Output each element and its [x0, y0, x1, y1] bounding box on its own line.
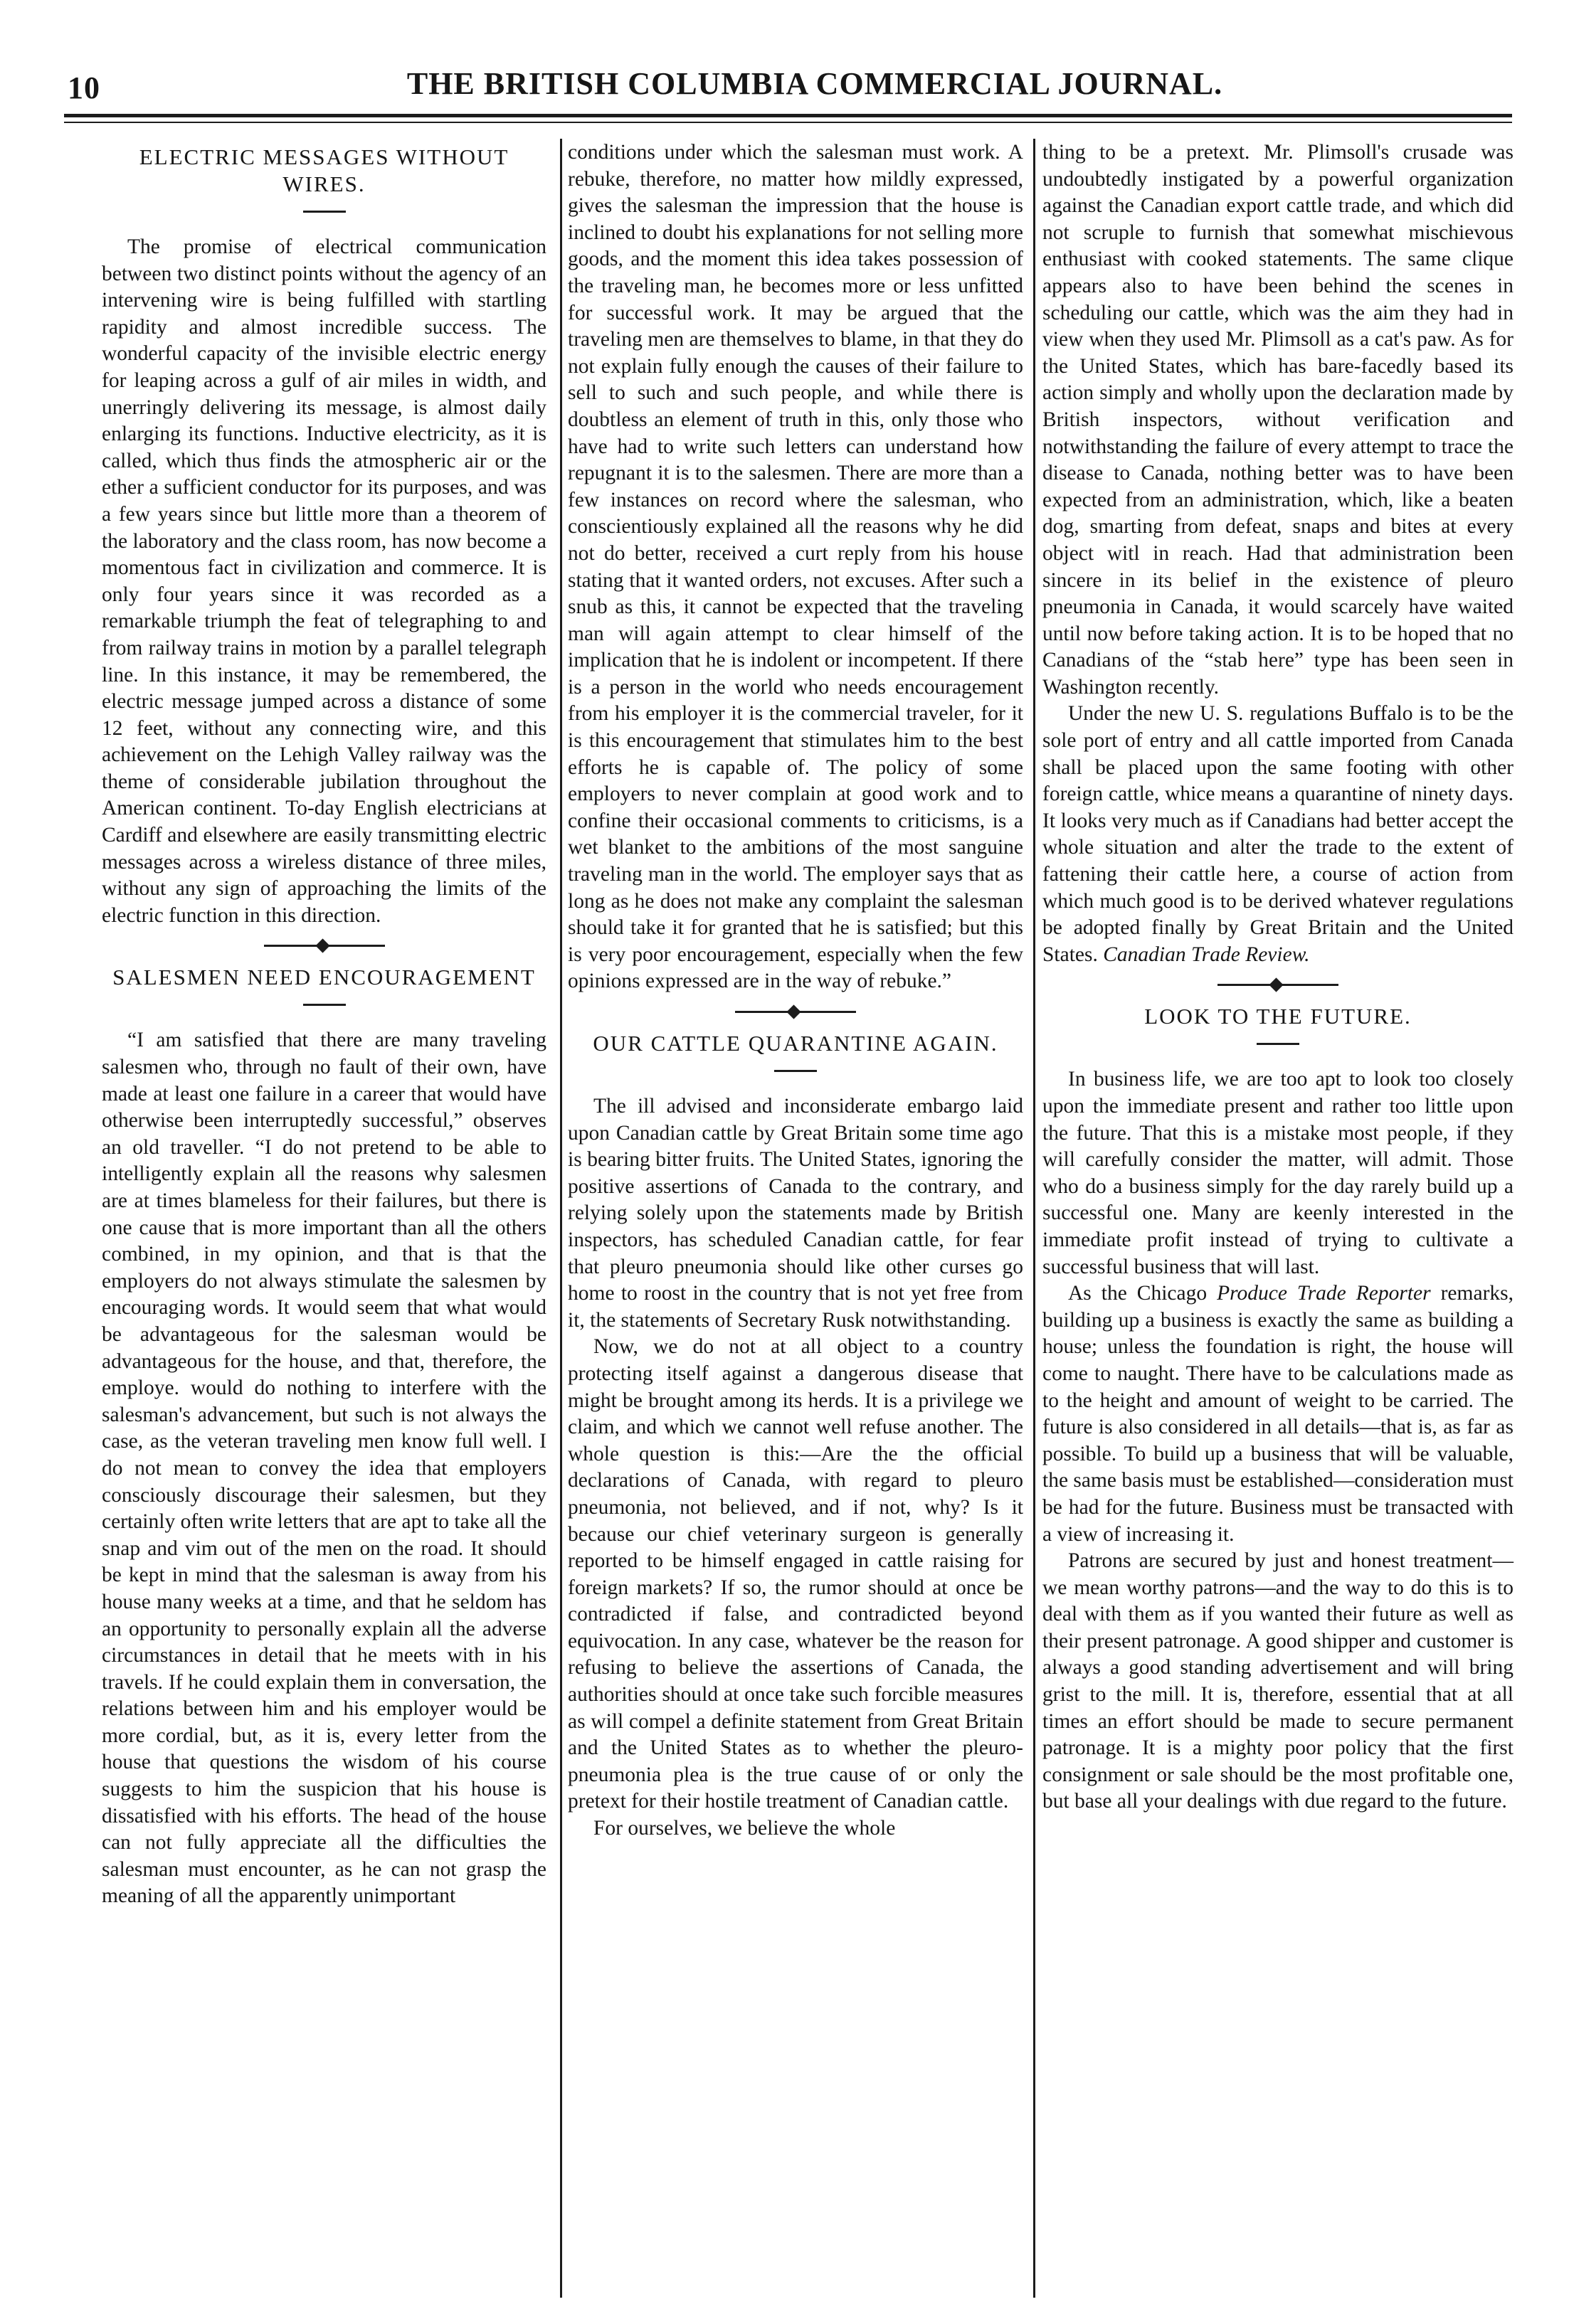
source-credit: Canadian Trade Review. [1103, 943, 1310, 966]
article-paragraph: For ourselves, we believe the whole [593, 1817, 896, 1840]
article-paragraph-text: Under the new U. S. regulations Buffalo is to be the sole port of entry and all cattle imported from Canada shall be placed upon the same footing with other foreign cattle, whice means a quarantine of ninety days. It looks very much as if Canadians had better accept the whole situation and alter the trade to the extent of fattening their cattle here, a course of action from which much good is to be derived whatever regulations be adopted finally by Great Britain and the United States. [1042, 702, 1513, 966]
article-paragraph-text: remarks, building up a business is exactly the same as building a house; unless the foundation is right, the house will come to naught. There have to be calculations made as to the height and amount of weight to be carried. The future is also considered in all details—that is, as far as possible. To build up a business that will be valuable, the same basis must be established—consideration must be had for the future. Business must be transacted with a view of increasing it. [1042, 1282, 1513, 1546]
column-2 [568, 139, 1023, 1842]
article-headline-electric-messages: ELECTRIC MESSAGES WITHOUT WIRES. [139, 144, 509, 196]
article-paragraph: The promise of electrical communication between two distinct points without the agency of an intervening wire is being fulfilled with startling rapidity and almost incredible success. The wonderful capacity of the invisible electric energy for leaping across a gulf of air miles in width, and unerringly delivering its message, is almost daily enlarging its functions. Inductive electricity, as it is called, which thus finds the atmospheric air or the ether a sufficient conductor for its purposes, and was a few years since but little more than a theorem of the laboratory and the class room, has now become a momentous fact in civilization and commerce. It is only four years since it was recorded as a remarkable triumph the feat of telegraphing to and from railway trains in motion by a parallel telegraph line. In this instance, it may be remembered, the electric message jumped across a distance of some 12 feet, without any connecting wire, and this achievement on the Lehigh Valley railway was the theme of considerable jubilation throughout the American continent. To-day English electricians at Cardiff and elsewhere are easily transmitting electric messages across a wireless distance of three miles, without any sign of approaching the limits of the electric function in this direction. [102, 235, 546, 927]
headline-rule [303, 211, 346, 213]
article-paragraph-text: As the Chicago [1068, 1282, 1208, 1305]
article-paragraph: In business life, we are too apt to look too closely upon the immediate present and rather too little upon the future. That this is a mistake most people, if they will carefully consider the matter, will admit. Those who do a business simply for the day rarely build up a successful one. Many are keenly interested in the immediate profit instead of trying to cultivate a successful business that will last. [1042, 1068, 1513, 1278]
article-paragraph: Patrons are secured by just and honest treatment—we mean worthy patrons—and the way to do this is to deal with them as if you wanted their future as well as their present patronage. A good shipper and customer is always a good standing advertisement and will bring grist to the mill. It is, therefore, essential that at all times an effort should be made to secure permanent patronage. It is a mighty poor policy that the first consignment or sale should be the most profitable one, but base all your dealings with due regard to the future. [1042, 1549, 1513, 1813]
divider-ornament-icon [315, 939, 329, 953]
headline-rule [1257, 1043, 1299, 1045]
masthead-rule-thin [64, 122, 1512, 123]
article-paragraph-continued: conditions under which the salesman must work. A rebuke, therefore, no matter how mildly expressed, gives the salesman the impression that the house is inclined to doubt his explanations for not selling more goods, and the moment this idea takes possession of the traveling man, he becomes more or less unfitted for successful work. It may be argued that the traveling men are themselves to blame, in that they do not explain fully enough the causes of their failure to sell to such and such people, and while there is doubtless an element of truth in this, only those who have had to write such letters can understand how repugnant it is to the salesmen. There are more than a few instances on record where the salesman, who conscientiously explained all the reasons why he did not do better, received a curt reply from his house stating that it wanted orders, not excuses. After such a snub as this, it cannot be expected that the traveling man will again attempt to clear himself of the implication that he is indolent or incompetent. If there is a person in the world who needs encouragement from his employer it is the commercial traveler, for it is this encouragement that stimulates him to the best efforts he is capable of. The policy of some employers to never complain at good work and to confine their occasional comments to criticisms, is a wet blanket to the ambitions of the most sanguine traveling man in the world. The employer says that as long as he does not make any complaint the salesman should take it for granted that he is satisfied; but this is very poor encouragement, especially when the few opinions expressed are in the way of rebuke.” [568, 141, 1023, 993]
article-paragraph: “I am satisfied that there are many traveling salesmen who, through no fault of their own, have made at least one failure in a career that would have otherwise been interruptedly successful,” observes an old traveller. “I do not pretend to be able to intelligently explain all the reasons why salesmen are at times blameless for their failures, but there is one cause that is more important than all the others combined, in my opinion, and that is that the employers do not always stimulate the salesmen by encouraging words. It would seem that what would be advantageous for the salesman would be advantageous for the house, and that, therefore, the employe. would do nothing to interfere with the salesman's advancement, but such is not always the case, as the veteran traveling men know full well. I do not mean to convey the idea that employers consciously discourage their salesmen, but they certainly often write letters that are apt to take all the snap and vim out of the men on the road. It should be kept in mind that the salesman is away from his house many weeks at a time, and that he seldom has an opportunity to personally explain all the adverse circumstances in detail that he meets with in his travels. If he could explain them in conversation, the relations between him and his employer would be more cordial, but, as it is, every letter from the house that questions the wisdom of his course suggests to him the suspicion that his house is dissatisfied with his efforts. The head of the house can not fully appreciate all the difficulties the salesman must encounter, as he can not grasp the meaning of all the apparently unimportant [102, 1029, 546, 1908]
article-divider [1217, 984, 1338, 986]
article-headline-look-to-future: LOOK TO THE FUTURE. [1144, 1004, 1412, 1029]
journal-title: THE BRITISH COLUMBIA COMMERCIAL JOURNAL. [406, 66, 1223, 101]
headline-rule [303, 1004, 346, 1006]
article-divider [735, 1011, 856, 1013]
article-paragraph: The ill advised and inconsiderate embargo laid upon Canadian cattle by Great Britain some time ago is bearing bitter fruits. The United States, ignoring the positive assertions of Canada to the contrary, and relying solely upon the statements made by British inspectors, has scheduled Canadian cattle, for fear that pleuro pneumonia should like other curses go home to roost in the country that is not yet free from it, the statements of Secretary Rusk notwithstanding. [568, 1095, 1023, 1332]
article-paragraph [1042, 701, 1513, 968]
column-divider [560, 139, 562, 2298]
masthead-rule-thick [64, 114, 1512, 117]
divider-ornament-icon [1269, 978, 1283, 992]
column-1 [102, 139, 546, 1910]
column-divider [1033, 139, 1035, 2298]
headline-rule [774, 1070, 817, 1072]
article-divider [264, 945, 385, 947]
article-headline-salesmen: SALESMEN NEED ENCOURAGEMENT [112, 965, 536, 990]
article-headline-cattle-quarantine: OUR CATTLE QUARANTINE AGAIN. [593, 1031, 998, 1056]
column-3 [1042, 139, 1513, 1815]
article-paragraph-continued: thing to be a pretext. Mr. Plimsoll's crusade was undoubtedly instigated by a powerful organization against the Canadian export cattle trade, and which did not scruple to furnish that somewhat mischievous enthusiast with cooked statements. The same clique appears also to have been behind the scenes in scheduling our cattle, which was the aim they had in view when they used Mr. Plimsoll as a cat's paw. As for the United States, which has bare-facedly based its action simply and wholly upon the declaration made by British inspectors, without verification and notwithstanding the failure of every attempt to trace the disease to Canada, nothing better was to have been expected from an administration, which, like a beaten dog, smarting from defeat, snaps and bites at every object witl in reach. Had that administration been sincere in its belief in the existence of pleuro pneumonia in Canada, it would scarcely have waited until now before taking action. It is to be hoped that no Canadians of the “stab here” type has been seen in Washington recently. [1042, 141, 1513, 699]
page-number: 10 [68, 70, 100, 105]
divider-ornament-icon [786, 1004, 801, 1019]
publication-name: Produce Trade Reporter [1217, 1282, 1431, 1305]
masthead [68, 65, 1512, 108]
article-paragraph [1042, 1280, 1513, 1548]
article-paragraph: Now, we do not at all object to a country protecting itself against a dangerous disease that might be brought among its herds. It is a privilege we claim, and which we cannot well refuse another. The whole question is this:—Are the the official declarations of Canada, with regard to pleuro pneumonia, not believed, and if not, why? Is it because our chief veterinary surgeon is generally reported to be himself engaged in cattle raising for foreign markets? If so, the rumor should at once be contradicted if false, and contradicted beyond equivocation. In any case, whatever be the reason for refusing to believe the assertions of Canada, the authorities should at once take such forcible measures as will compel a definite statement from Great Britain and the United States as to whether the pleuro-pneumonia plea is the true cause of or only the pretext for their hostile treatment of Canadian cattle. [568, 1335, 1023, 1813]
